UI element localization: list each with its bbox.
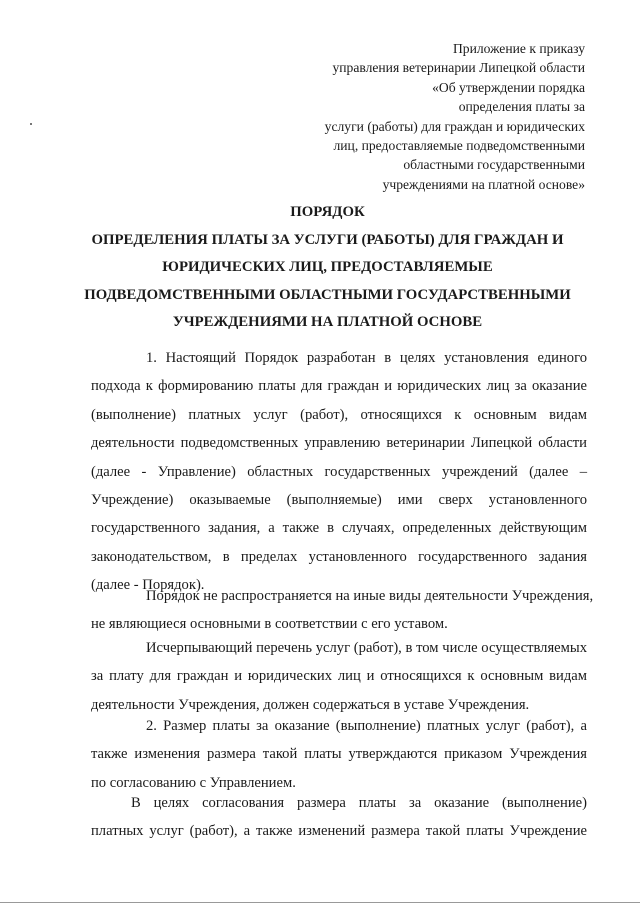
- annex-line: лиц, предоставляемые подведомственными: [333, 138, 585, 154]
- text-line: деятельности Учреждения, должен содержаться в уставе Учреждения.: [91, 696, 530, 713]
- text-line: государственного задания, а также в случаях, определенных действующим: [91, 520, 587, 537]
- text-line: за плату для граждан и юридических лиц и относящихся к основным видам: [91, 668, 587, 685]
- text-line: законодательством, в пределах установленного государственного задания: [91, 548, 587, 565]
- text-line: по согласованию с Управлением.: [91, 774, 296, 791]
- text-line: не являющиеся основными в соответствии с его уставом.: [91, 616, 448, 633]
- title-line: ОПРЕДЕЛЕНИЯ ПЛАТЫ ЗА УСЛУГИ (РАБОТЫ) ДЛЯ ГРАЖДАН И: [91, 231, 564, 248]
- title-heading: ПОРЯДОК: [290, 204, 365, 220]
- title-line: УЧРЕЖДЕНИЯМИ НА ПЛАТНОЙ ОСНОВЕ: [172, 314, 483, 330]
- annex-line: услуги (работы) для граждан и юридических: [324, 118, 585, 134]
- title-line: ЮРИДИЧЕСКИХ ЛИЦ, ПРЕДОСТАВЛЯЕМЫЕ: [162, 259, 493, 275]
- annex-line: Приложение к приказу: [452, 41, 585, 56]
- paragraph-4: [91, 712, 587, 797]
- text-line: 2. Размер платы за оказание (выполнение) платных услуг (работ), а: [146, 718, 587, 734]
- page-bottom-edge: [0, 902, 640, 903]
- text-line: (выполнение) платных услуг (работ), относящихся к основным видам: [91, 406, 587, 423]
- annex-line: определения платы за: [458, 99, 585, 115]
- paragraph-5: [91, 789, 587, 846]
- text-line: подхода к формированию платы для граждан и юридических лиц за оказание: [91, 378, 587, 395]
- annex-line: учреждениями на платной основе»: [382, 176, 585, 192]
- paragraph-3: [91, 634, 587, 719]
- document-title: [60, 199, 595, 337]
- annex-header: [255, 39, 585, 194]
- scan-speck: [30, 123, 32, 125]
- text-line: В целях согласования размера платы за оказание (выполнение): [131, 795, 587, 811]
- text-line: также изменения размера такой платы утверждаются приказом Учреждения: [91, 746, 587, 763]
- title-line: ПОДВЕДОМСТВЕННЫМИ ОБЛАСТНЫМИ ГОСУДАРСТВЕННЫМИ: [84, 286, 571, 303]
- text-line: Учреждение) оказываемые (выполняемые) ими сверх установленного: [91, 492, 587, 509]
- text-line: (далее - Порядок).: [91, 577, 205, 594]
- annex-line: управления ветеринарии Липецкой области: [332, 60, 585, 76]
- text-line: деятельности подведомственных управлению ветеринарии Липецкой области: [91, 435, 587, 452]
- text-line: Порядок не распространяется на иные виды деятельности Учреждения,: [146, 588, 594, 604]
- paragraph-1: [91, 344, 587, 600]
- text-line: Исчерпывающий перечень услуг (работ), в том числе осуществляемых: [146, 640, 587, 656]
- paragraph-2: [91, 582, 594, 639]
- text-line: платных услуг (работ), а также изменений размера такой платы Учреждение: [91, 823, 587, 840]
- text-line: 1. Настоящий Порядок разработан в целях установления единого: [146, 350, 587, 366]
- annex-line: «Об утверждении порядка: [432, 79, 585, 95]
- annex-line: областными государственными: [403, 157, 585, 173]
- text-line: (далее - Управление) областных государственных учреждений (далее –: [91, 463, 587, 480]
